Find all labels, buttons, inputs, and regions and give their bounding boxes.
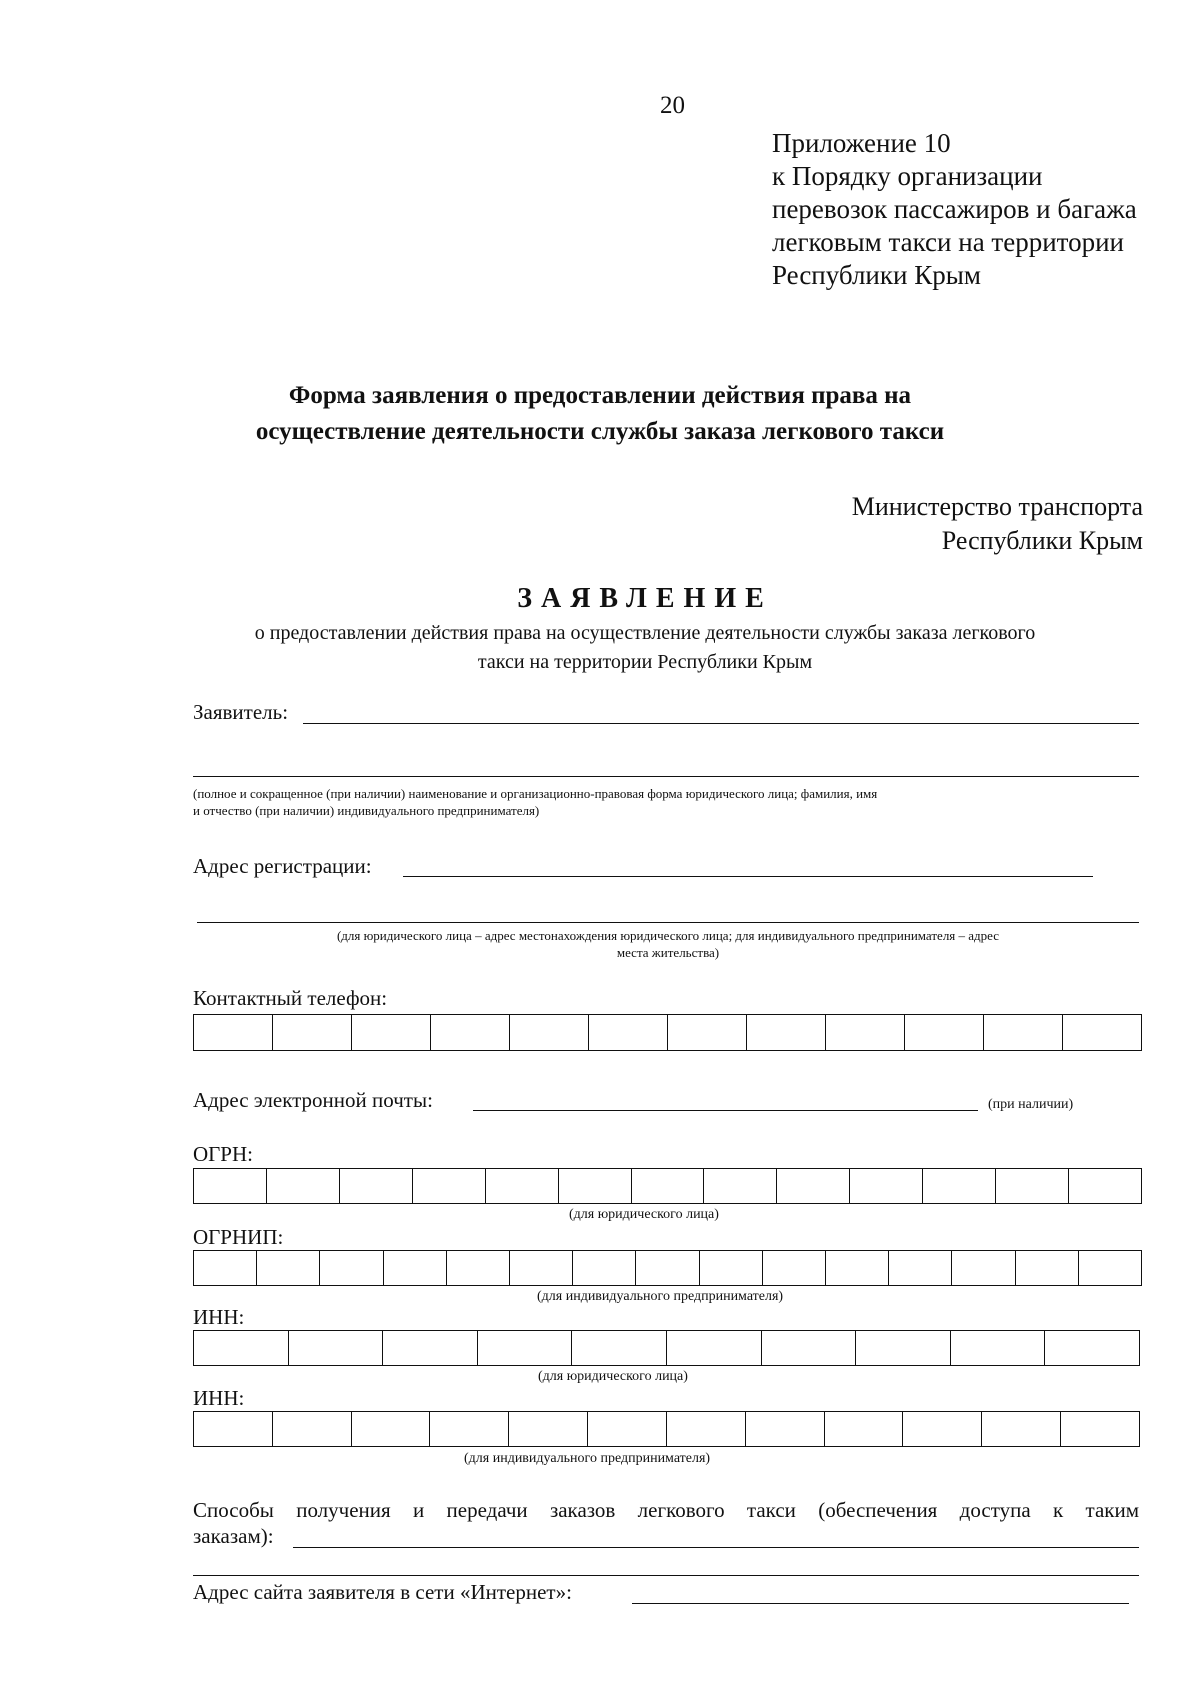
inn-individual-digit-cell[interactable]	[903, 1412, 982, 1446]
ogrnip-digit-cell[interactable]	[510, 1251, 573, 1285]
phone-digit-cell[interactable]	[510, 1015, 589, 1050]
phone-digit-cell[interactable]	[273, 1015, 352, 1050]
inn-individual-digit-cell[interactable]	[825, 1412, 904, 1446]
form-title	[0, 378, 1200, 450]
statement-subtitle	[0, 619, 1200, 677]
ogrn-digit-cell[interactable]	[340, 1169, 413, 1203]
ogrn-digit-cell[interactable]	[194, 1169, 267, 1203]
inn-individual-digit-cell[interactable]	[194, 1412, 273, 1446]
inn-individual-digit-cell[interactable]	[273, 1412, 352, 1446]
inn-legal-digit-cell[interactable]	[856, 1331, 951, 1365]
inn-individual-digit-cell[interactable]	[509, 1412, 588, 1446]
applicant-note-line: (полное и сокращенное (при наличии) наименование и организационно-правовая форма юридического лица; фамилия, имя	[193, 786, 878, 801]
appendix-line: перевозок пассажиров и багажа	[772, 194, 1137, 224]
phone-boxes[interactable]	[193, 1014, 1142, 1051]
inn-individual-digit-cell[interactable]	[352, 1412, 431, 1446]
email-label: Адрес электронной почты:	[193, 1088, 433, 1112]
form-title-line: осуществление деятельности службы заказа легкового такси	[255, 418, 945, 445]
ogrnip-digit-cell[interactable]	[700, 1251, 763, 1285]
appendix-line: легковым такси на территории	[772, 227, 1125, 257]
ogrn-digit-cell[interactable]	[704, 1169, 777, 1203]
registration-address-input-line2[interactable]	[197, 922, 1139, 923]
registration-address-label: Адрес регистрации:	[193, 854, 372, 878]
ogrn-boxes[interactable]	[193, 1168, 1142, 1204]
website-label: Адрес сайта заявителя в сети «Интернет»:	[193, 1580, 572, 1604]
phone-digit-cell[interactable]	[826, 1015, 905, 1050]
applicant-note	[193, 785, 877, 819]
email-suffix: (при наличии)	[988, 1097, 1074, 1112]
inn-legal-note: (для юридического лица)	[538, 1369, 688, 1384]
ogrn-digit-cell[interactable]	[923, 1169, 996, 1203]
order-methods-input[interactable]	[293, 1547, 1139, 1548]
statement-subtitle-line: такси на территории Республики Крым	[477, 651, 813, 673]
ogrnip-digit-cell[interactable]	[384, 1251, 447, 1285]
recipient-line: Министерство транспорта	[851, 492, 1143, 521]
recipient-line: Республики Крым	[941, 526, 1143, 555]
applicant-input-line2[interactable]	[193, 776, 1139, 777]
ogrnip-digit-cell[interactable]	[257, 1251, 320, 1285]
inn-individual-boxes[interactable]	[193, 1411, 1140, 1447]
inn-legal-boxes[interactable]	[193, 1330, 1140, 1366]
ogrn-digit-cell[interactable]	[267, 1169, 340, 1203]
inn-legal-label: ИНН:	[193, 1305, 245, 1329]
statement-subtitle-line: о предоставлении действия права на осуществление деятельности службы заказа легкового	[254, 622, 1036, 644]
ogrn-digit-cell[interactable]	[632, 1169, 705, 1203]
appendix-line: Республики Крым	[772, 260, 981, 290]
registration-address-note-line: места жительства)	[616, 945, 720, 960]
inn-individual-note: (для индивидуального предпринимателя)	[464, 1451, 711, 1466]
phone-digit-cell[interactable]	[431, 1015, 510, 1050]
inn-legal-digit-cell[interactable]	[383, 1331, 478, 1365]
appendix-header	[772, 127, 1137, 292]
form-title-line: Форма заявления о предоставлении действия права на	[288, 382, 912, 409]
inn-legal-digit-cell[interactable]	[951, 1331, 1046, 1365]
ogrnip-digit-cell[interactable]	[763, 1251, 826, 1285]
ogrnip-digit-cell[interactable]	[952, 1251, 1015, 1285]
ogrn-digit-cell[interactable]	[996, 1169, 1069, 1203]
website-input[interactable]	[632, 1603, 1129, 1604]
order-methods-label-line1: Способы получения и передачи заказов легкового такси (обеспечения доступа к таким	[193, 1498, 1139, 1522]
order-methods-input-line2[interactable]	[193, 1575, 1139, 1576]
inn-individual-digit-cell[interactable]	[746, 1412, 825, 1446]
ogrn-digit-cell[interactable]	[1069, 1169, 1141, 1203]
inn-individual-digit-cell[interactable]	[982, 1412, 1061, 1446]
inn-individual-digit-cell[interactable]	[667, 1412, 746, 1446]
ogrnip-label: ОГРНИП:	[193, 1225, 284, 1249]
phone-digit-cell[interactable]	[668, 1015, 747, 1050]
ogrnip-digit-cell[interactable]	[1016, 1251, 1079, 1285]
ogrnip-boxes[interactable]	[193, 1250, 1142, 1286]
ogrnip-digit-cell[interactable]	[636, 1251, 699, 1285]
phone-digit-cell[interactable]	[352, 1015, 431, 1050]
ogrnip-digit-cell[interactable]	[573, 1251, 636, 1285]
applicant-label: Заявитель:	[193, 700, 289, 724]
inn-legal-digit-cell[interactable]	[478, 1331, 573, 1365]
inn-legal-digit-cell[interactable]	[572, 1331, 667, 1365]
ogrnip-digit-cell[interactable]	[320, 1251, 383, 1285]
ogrnip-note: (для индивидуального предпринимателя)	[537, 1289, 784, 1304]
phone-digit-cell[interactable]	[194, 1015, 273, 1050]
ogrn-digit-cell[interactable]	[413, 1169, 486, 1203]
phone-digit-cell[interactable]	[589, 1015, 668, 1050]
recipient-block	[852, 490, 1143, 558]
inn-legal-digit-cell[interactable]	[289, 1331, 384, 1365]
ogrn-digit-cell[interactable]	[486, 1169, 559, 1203]
ogrn-note: (для юридического лица)	[569, 1207, 719, 1222]
ogrn-digit-cell[interactable]	[559, 1169, 632, 1203]
registration-address-input[interactable]	[403, 876, 1093, 877]
inn-legal-digit-cell[interactable]	[194, 1331, 289, 1365]
inn-individual-digit-cell[interactable]	[588, 1412, 667, 1446]
ogrn-digit-cell[interactable]	[850, 1169, 923, 1203]
ogrnip-digit-cell[interactable]	[826, 1251, 889, 1285]
statement-title: ЗАЯВЛЕНИЕ	[517, 583, 773, 614]
ogrnip-digit-cell[interactable]	[889, 1251, 952, 1285]
ogrn-digit-cell[interactable]	[777, 1169, 850, 1203]
phone-label: Контактный телефон:	[193, 986, 388, 1010]
inn-individual-digit-cell[interactable]	[430, 1412, 509, 1446]
appendix-line: Приложение 10	[772, 128, 951, 158]
inn-legal-digit-cell[interactable]	[667, 1331, 762, 1365]
inn-legal-digit-cell[interactable]	[1045, 1331, 1139, 1365]
page-number: 20	[660, 92, 685, 119]
ogrnip-digit-cell[interactable]	[194, 1251, 257, 1285]
phone-digit-cell[interactable]	[905, 1015, 984, 1050]
ogrn-label: ОГРН:	[193, 1142, 253, 1166]
appendix-line: к Порядку организации	[772, 161, 1043, 191]
order-methods-label-line2: заказам):	[193, 1524, 274, 1548]
phone-digit-cell[interactable]	[747, 1015, 826, 1050]
inn-individual-digit-cell[interactable]	[1061, 1412, 1139, 1446]
applicant-input[interactable]	[303, 723, 1139, 724]
ogrnip-digit-cell[interactable]	[447, 1251, 510, 1285]
inn-individual-label: ИНН:	[193, 1386, 245, 1410]
inn-legal-digit-cell[interactable]	[762, 1331, 857, 1365]
ogrnip-digit-cell[interactable]	[1079, 1251, 1141, 1285]
phone-digit-cell[interactable]	[984, 1015, 1063, 1050]
registration-address-note-line: (для юридического лица – адрес местонахождения юридического лица; для индивидуального предпринимателя – адрес	[336, 928, 1000, 943]
applicant-note-line: и отчество (при наличии) индивидуального предпринимателя)	[193, 803, 540, 818]
email-input[interactable]	[473, 1110, 978, 1111]
registration-address-note	[197, 927, 1139, 961]
phone-digit-cell[interactable]	[1063, 1015, 1141, 1050]
